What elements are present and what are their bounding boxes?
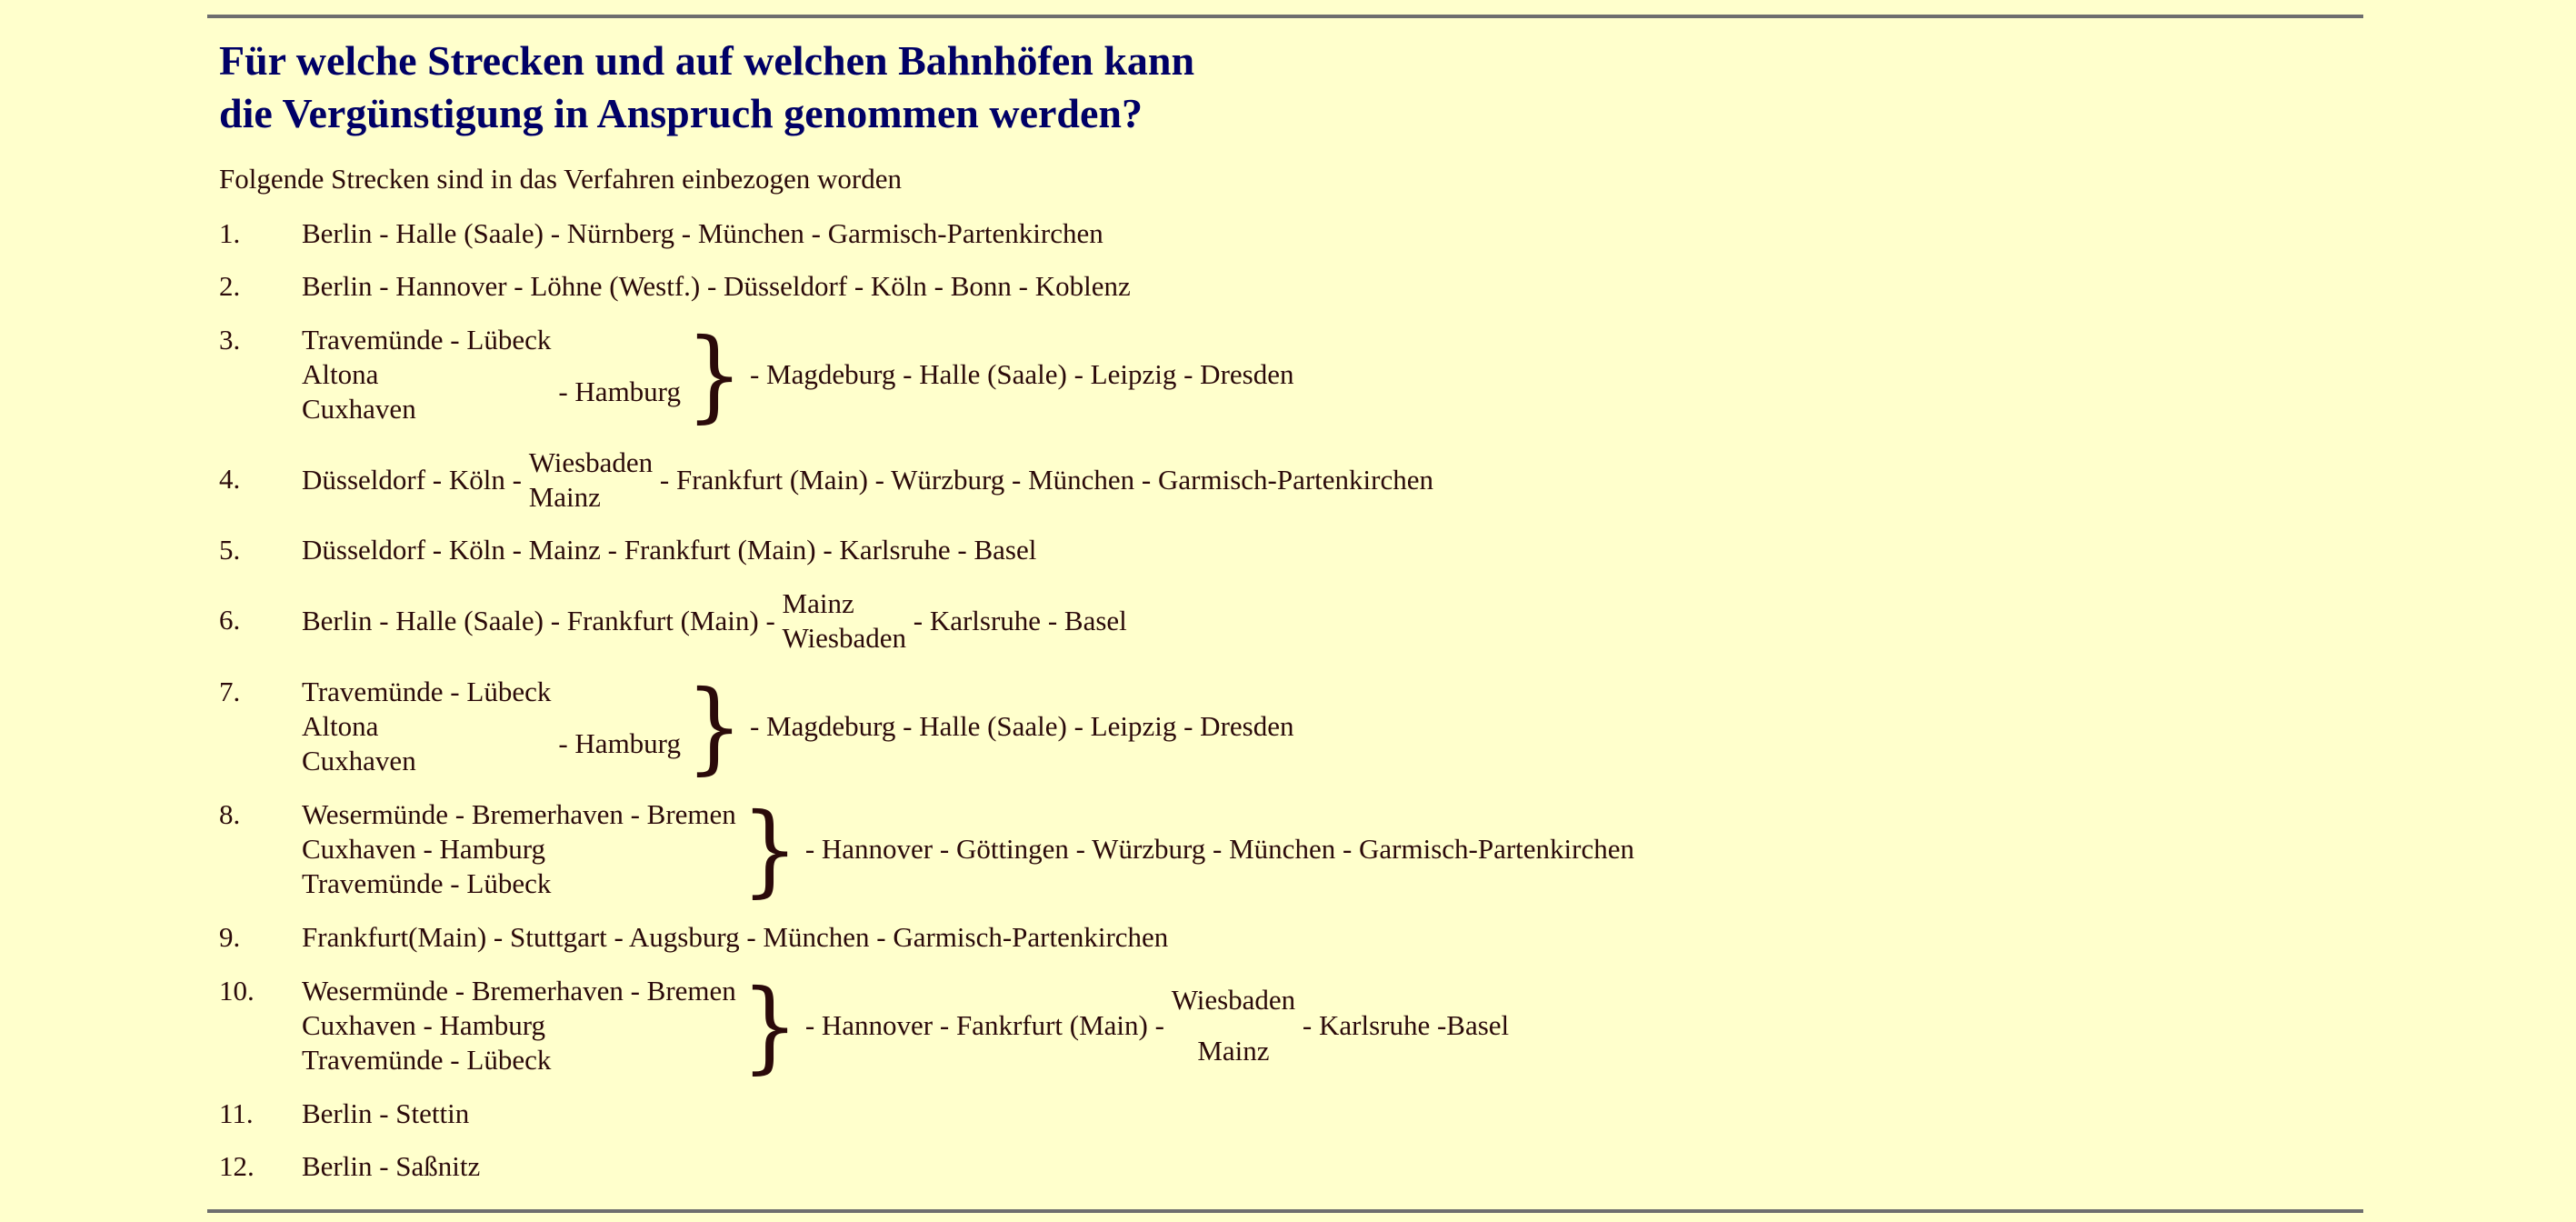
route-number: 10. [219, 975, 255, 1007]
route-origin: Cuxhaven [302, 393, 416, 425]
route-origin: Cuxhaven - Hamburg [302, 1009, 546, 1041]
heading-line-2: die Vergünstigung in Anspruch genommen werden? [219, 90, 1143, 136]
alt-stop: Mainz [782, 587, 854, 619]
route-origin: Travemünde - Lübeck [302, 867, 552, 899]
route-number: 8. [219, 798, 241, 830]
route-post: - Karlsruhe -Basel [1302, 1009, 1510, 1041]
brace-symbol: } [685, 316, 744, 433]
route-post: - Frankfurt (Main) - Würzburg - München - Garmisch-Partenkirchen [659, 464, 1433, 496]
heading-line-1: Für welche Strecken und auf welchen Bahnhöfen kann [219, 37, 1195, 84]
route-pre: Düsseldorf - Köln - [302, 464, 522, 496]
route-rest: - Magdeburg - Halle (Saale) - Leipzig - Dresden [749, 710, 1294, 742]
route-join: - Hamburg [558, 376, 681, 407]
alt-stop: Wiesbaden [782, 622, 907, 654]
route-number: 9. [219, 921, 241, 953]
route-origin: Wesermünde - Bremerhaven - Bremen [302, 975, 736, 1007]
route-number: 11. [219, 1097, 254, 1129]
page-heading [219, 35, 1194, 140]
route-number: 12. [219, 1150, 255, 1182]
alternative-stops [1172, 975, 1295, 1077]
route-text: Berlin - Halle (Saale) - Nürnberg - München - Garmisch-Partenkirchen [302, 217, 1103, 249]
route-text: Berlin - Hannover - Löhne (Westf.) - Düsseldorf - Köln - Bonn - Koblenz [302, 270, 1131, 302]
origin-group [302, 323, 681, 426]
route-post: - Karlsruhe - Basel [913, 605, 1127, 636]
alt-stop: Mainz [1197, 1035, 1270, 1067]
route-number: 3. [219, 324, 241, 356]
route-origin: Travemünde - Lübeck [302, 324, 552, 356]
origin-group [302, 675, 681, 778]
origin-group [302, 797, 736, 901]
alternative-stops [783, 586, 906, 656]
route-rest: - Magdeburg - Halle (Saale) - Leipzig - Dresden [749, 358, 1294, 390]
route-text: Berlin - Saßnitz [302, 1150, 481, 1182]
route-origin: Wesermünde - Bremerhaven - Bremen [302, 798, 736, 830]
route-number: 4. [219, 463, 241, 495]
brace-symbol: } [741, 791, 799, 907]
alt-stop: Wiesbaden [1171, 984, 1296, 1016]
route-text: Düsseldorf - Köln - Mainz - Frankfurt (Main) - Karlsruhe - Basel [302, 534, 1037, 566]
route-origin: Cuxhaven - Hamburg [302, 833, 546, 865]
top-divider [207, 15, 2363, 18]
route-number: 5. [219, 534, 241, 566]
route-origin: Altona [302, 710, 379, 742]
alt-stop: Mainz [528, 481, 601, 513]
alt-stop: Wiesbaden [528, 446, 654, 478]
route-rest: - Hannover - Göttingen - Würzburg - München - Garmisch-Partenkirchen [804, 833, 1635, 865]
bottom-divider [207, 1209, 2363, 1213]
route-number: 1. [219, 217, 241, 249]
alternative-stops [529, 446, 653, 515]
route-pre: Berlin - Halle (Saale) - Frankfurt (Main) - [302, 605, 775, 636]
route-origin: Travemünde - Lübeck [302, 676, 552, 707]
route-number: 6. [219, 604, 241, 636]
route-number: 2. [219, 270, 241, 302]
route-join: - Hamburg [558, 727, 681, 759]
route-pre: - Hannover - Fankrfurt (Main) - [804, 1009, 1164, 1041]
brace-symbol: } [741, 967, 799, 1084]
route-origin: Cuxhaven [302, 745, 416, 776]
route-number: 7. [219, 676, 241, 707]
route-text: Berlin - Stettin [302, 1097, 470, 1129]
route-origin: Altona [302, 358, 379, 390]
route-origin: Travemünde - Lübeck [302, 1044, 552, 1076]
route-text: Frankfurt(Main) - Stuttgart - Augsburg - München - Garmisch-Partenkirchen [302, 921, 1169, 953]
origin-group [302, 974, 736, 1077]
intro-text: Folgende Strecken sind in das Verfahren einbezogen worden [219, 163, 902, 195]
brace-symbol: } [685, 668, 744, 785]
